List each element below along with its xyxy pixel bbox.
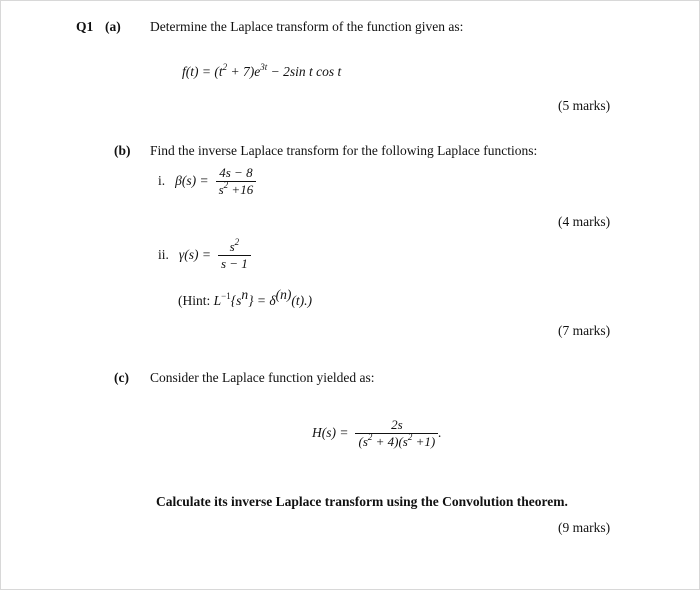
part-b-i-numerator: 4s − 8 — [219, 165, 253, 180]
part-b-i-den-base: s — [218, 182, 224, 197]
part-b-i-fraction — [216, 166, 257, 197]
part-c-lhs: H(s) = — [312, 425, 349, 441]
part-a-prompt: Determine the Laplace transform of the function given as: — [150, 19, 464, 34]
part-b-ii-num-base: s — [229, 239, 235, 254]
part-b-i-den-rest: +16 — [231, 182, 254, 197]
hint-open: (Hint: — [178, 293, 214, 308]
part-a-marks: (5 marks) — [558, 98, 611, 113]
eq-a-lhs: f(t) = — [182, 64, 211, 79]
part-b-prompt: Find the inverse Laplace transform for the following Laplace functions: — [150, 143, 538, 158]
part-b-ii-lhs: γ(s) = — [178, 247, 211, 263]
part-c-denominator — [355, 433, 438, 449]
part-b-ii — [158, 237, 251, 271]
part-b-ii-fraction — [218, 237, 251, 271]
part-c-instruction: Calculate its inverse Laplace transform using the Convolution theorem. — [156, 494, 568, 509]
part-b-i-lhs: β(s) = — [175, 173, 209, 189]
hint-brace: {s — [230, 293, 242, 308]
hint-delta-exp: (n) — [275, 287, 292, 302]
part-c-trail: . — [438, 425, 442, 441]
part-c-den-b: + 4)(s — [375, 434, 408, 449]
eq-a-term1-open: (t — [214, 64, 223, 79]
hint-eq: } = δ — [248, 293, 276, 308]
part-c-label: (c) — [114, 370, 129, 385]
eq-a-term2: − 2sin t cos t — [270, 64, 342, 79]
part-c-den-c: +1) — [415, 434, 436, 449]
question-number: Q1 — [76, 19, 94, 34]
part-a-label: (a) — [105, 19, 121, 34]
part-c-equation — [312, 418, 442, 449]
eq-a-term1-exp: 2 — [222, 62, 228, 72]
part-b-ii-label: ii. — [158, 247, 169, 263]
part-c-numerator: 2s — [391, 417, 403, 432]
part-c-marks: (9 marks) — [558, 520, 611, 535]
part-c-den-a-exp: 2 — [367, 432, 373, 442]
part-a-equation — [182, 64, 341, 80]
hint-n-exp: n — [241, 287, 249, 302]
part-b-ii-numerator — [218, 237, 251, 255]
part-c-den-b-exp: 2 — [407, 432, 413, 442]
eq-a-term1-exp2: 3t — [260, 62, 268, 72]
part-b-i — [158, 166, 256, 197]
part-b-ii-num-exp: 2 — [234, 237, 240, 247]
part-b-label: (b) — [114, 143, 131, 158]
part-b-i-label: i. — [158, 173, 166, 189]
part-c-prompt: Consider the Laplace function yielded as: — [150, 370, 375, 385]
part-b-ii-denominator: s − 1 — [218, 255, 251, 271]
eq-a-term1-rest: + 7)e — [230, 64, 261, 79]
part-b-i-marks: (4 marks) — [558, 214, 611, 229]
part-c-fraction — [355, 418, 438, 449]
hint-close: (t).) — [291, 293, 313, 308]
part-b-ii-marks: (7 marks) — [558, 323, 611, 338]
part-b-i-denominator — [216, 181, 257, 197]
hint-L: L — [213, 293, 222, 308]
part-c-den-a: (s — [358, 434, 368, 449]
part-b-i-den-exp: 2 — [223, 180, 229, 190]
hint-L-exp: −1 — [221, 291, 231, 301]
part-b-hint — [178, 287, 313, 309]
